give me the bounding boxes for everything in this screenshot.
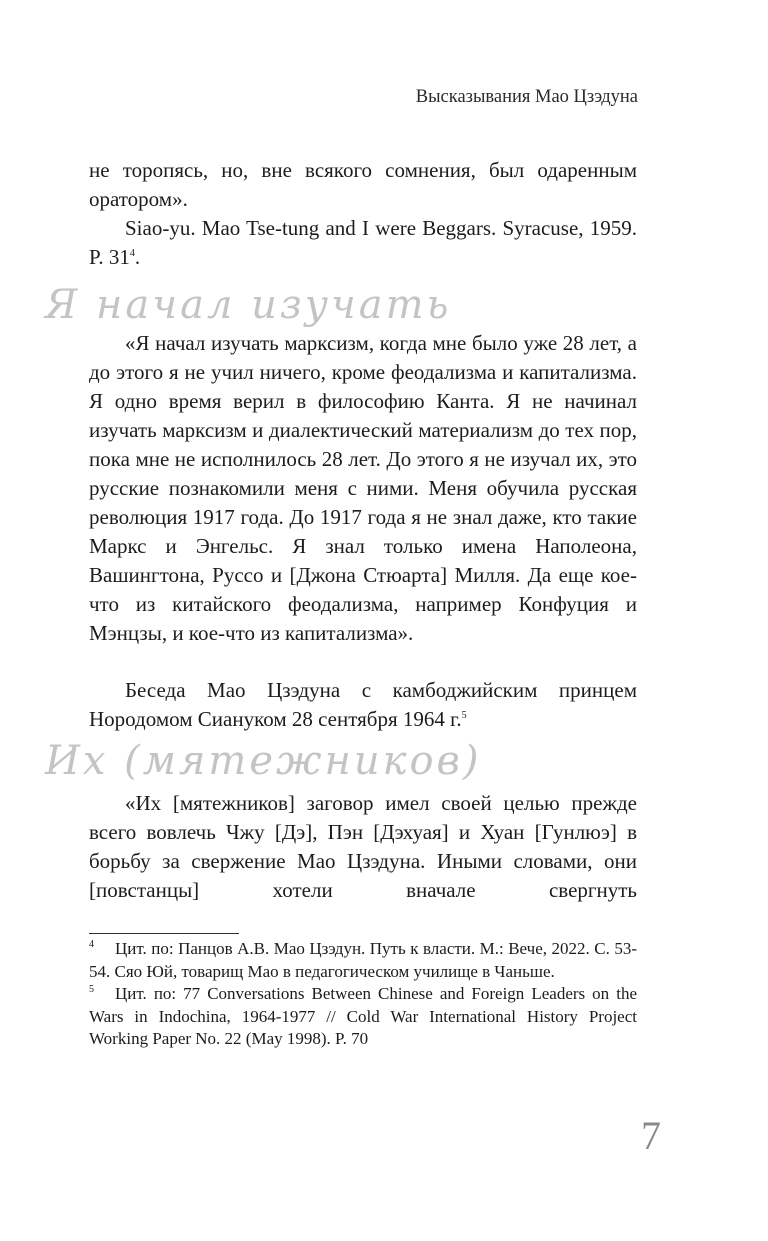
text-block-3 xyxy=(89,329,637,648)
paragraph-continuation: не торопясь, но, вне всякого сомнения, был одаренным оратором». xyxy=(89,158,637,211)
footnote-separator xyxy=(89,933,239,934)
decorative-script-heading-1: Я начал изучать xyxy=(45,282,452,328)
footnote-5: 5 Цит. по: 77 Conversations Between Chinese and Foreign Leaders on the Wars in Indochina, 1964-1977 // Cold War International History Project Working Paper No. 22 (May 1998). P. 70 xyxy=(89,984,637,1048)
footnote-ref-5: 5 xyxy=(461,710,467,721)
source-citation-1-text: Siao-yu. Mao Tse-tung and I were Beggars. Syracuse, 1959. P. 31 xyxy=(89,216,637,269)
source-citation-1: Siao-yu. Mao Tse-tung and I were Beggars. Syracuse, 1959. P. $31^4$. xyxy=(89,216,637,269)
decorative-script-heading-2: Их (мятежников) xyxy=(45,738,482,784)
running-header: Высказывания Мао Цзэдуна xyxy=(415,87,638,107)
text-block-2 xyxy=(89,214,637,272)
quote-paragraph-2: «Их [мятежников] заговор имел своей целью прежде всего вовлечь Чжу [Дэ], Пэн [Дэхуая] и Хуан [Гунлюэ] в борьбу за свержение Мао Цзэдуна. Иными словами, они [повстанцы] хотели вначале свергнуть xyxy=(89,791,637,902)
footnotes xyxy=(89,938,637,1051)
footnote-4-text: Цит. по: Панцов А.В. Мао Цзэдун. Путь к власти. М.: Вече, 2022. С. 53-54. Сяо Юй, товарищ Мао в педагогическом училище в Чаньше. xyxy=(89,939,637,981)
footnote-4: 4 Цит. по: Панцов А.В. Мао Цзэдун. Путь к власти. М.: Вече, 2022. С. 53-54. Сяо Юй, товарищ Мао в педагогическом училище в Чаньше. xyxy=(89,939,637,981)
page-number: 7 xyxy=(641,1113,661,1158)
footnote-5-text: Цит. по: 77 Conversations Between Chinese and Foreign Leaders on the Wars in Indochina, 1964-1977 // Cold War International History Project Working Paper No. 22 (May 1998). P. 70 xyxy=(89,984,637,1048)
text-block-4 xyxy=(89,676,637,734)
source-citation-2 xyxy=(89,676,637,734)
source-citation-2-text: Беседа Мао Цзэдуна с камбоджийским принцем Нородомом Сиануком 28 сентября 1964 г. xyxy=(89,678,637,731)
footnote-ref-4: 4 xyxy=(129,248,135,259)
quote-paragraph-1: «Я начал изучать марксизм, когда мне было уже 28 лет, а до этого я не учил ничего, кроме феодализма и капитализма. Я одно время верил в философию Канта. Я не начинал изучать марксизм и диалектический материализм до тех пор, пока мне не исполнилось 28 лет. До этого я не изучал их, это русские познакомили меня с ними. Меня обучила русская революция 1917 года. До 1917 года я не знал даже, кто такие Маркс и Энгельс. Я знал только имена Наполеона, Вашингтона, Руссо и [Джона Стюарта] Милля. Да еще кое-что из китайского феодализма, например Конфуция и Мэнцзы, и кое-что из капитализма». xyxy=(89,331,637,645)
text-block-1 xyxy=(89,156,637,214)
text-block-5 xyxy=(89,789,637,905)
